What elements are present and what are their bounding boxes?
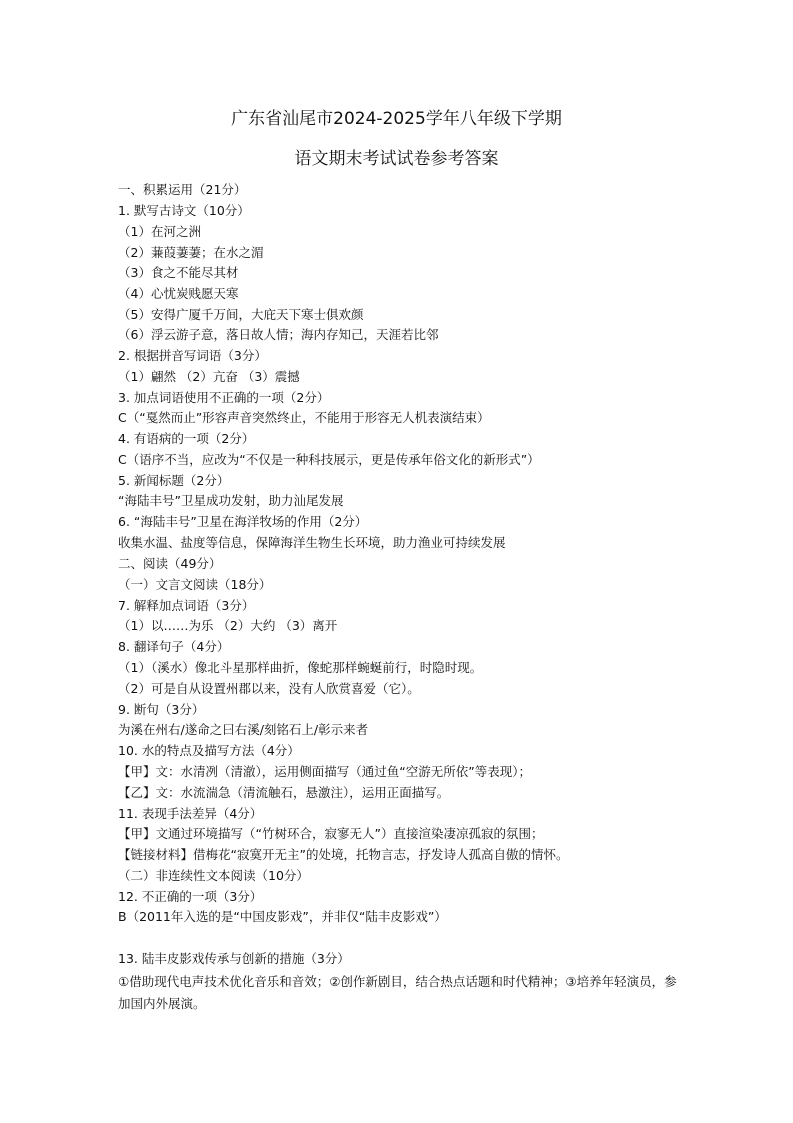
answer-line: （1）以……为乐 （2）大约 （3）离开 [118, 618, 338, 633]
question-heading: 5. 新闻标题（2分） [118, 473, 230, 488]
answer-line: （6）浮云游子意，落日故人情；海内存知己，天涯若比邻 [118, 327, 439, 342]
question-heading: 12. 不正确的一项（3分） [118, 889, 263, 904]
answer-line: B（2011年入选的是“中国皮影戏”，并非仅“陆丰皮影戏”） [118, 909, 447, 924]
answer-line: 为溪在州右/遂命之曰右溪/刻铭石上/彰示来者 [118, 722, 369, 737]
answer-line: 【乙】文：水流湍急（清流触石，悬激注），运用正面描写。 [118, 785, 450, 800]
question-heading: 7. 解释加点词语（3分） [118, 598, 255, 613]
document-title-line-1: 广东省汕尾市2024-2025学年八年级下学期 [231, 109, 562, 129]
answer-line: “海陆丰号”卫星成功发射，助力汕尾发展 [118, 493, 344, 508]
question-heading: 1. 默写古诗文（10分） [118, 203, 250, 218]
answer-line: 【甲】文：水清冽（清澈），运用侧面描写（通过鱼“空游无所依”等表现）； [118, 764, 531, 779]
document-title-line-2: 语文期末考试试卷参考答案 [294, 149, 499, 169]
subsection-heading: （一）文言文阅读（18分） [118, 577, 272, 592]
answer-line: 【甲】文通过环境描写（“竹树环合，寂寥无人”）直接渲染凄凉孤寂的氛围； [118, 826, 544, 841]
question-heading: 3. 加点词语使用不正确的一项（2分） [118, 390, 330, 405]
answer-line: （3）食之不能尽其材 [118, 265, 239, 280]
answer-line: （1）在河之洲 [118, 224, 201, 239]
question-heading: 2. 根据拼音写词语（3分） [118, 348, 267, 363]
answer-line: （1）（溪水）像北斗星那样曲折，像蛇那样蜿蜒前行，时隐时现。 [118, 660, 483, 675]
answer-line: C（“戛然而止”形容声音突然终止，不能用于形容无人机表演结束） [118, 410, 490, 425]
answer-line: 收集水温、盐度等信息，保障海洋生物生长环境，助力渔业可持续发展 [118, 535, 506, 550]
section-heading: 二、阅读（49分） [118, 556, 222, 571]
answer-line: （5）安得广厦千万间，大庇天下寒士俱欢颜 [118, 307, 364, 322]
answer-line: 【链接材料】借梅花“寂寞开无主”的处境，托物言志，抒发诗人孤高自傲的情怀。 [118, 847, 569, 862]
answer-line: （2）可是自从设置州郡以来，没有人欣赏喜爱（它）。 [118, 681, 420, 696]
answer-line: （4）心忧炭贱愿天寒 [118, 286, 239, 301]
question-heading: 8. 翻译句子（4分） [118, 639, 230, 654]
answer-paragraph: ①借助现代电声技术优化音乐和音效；②创作新剧目，结合热点话题和时代精神；③培养年轻演员，参加国内外展演。 [118, 974, 677, 1011]
question-heading: 9. 断句（3分） [118, 702, 205, 717]
section-heading: 一、积累运用（21分） [118, 182, 247, 197]
question-heading: 10. 水的特点及描写方法（4分） [118, 743, 300, 758]
question-heading: 13. 陆丰皮影戏传承与创新的措施（3分） [118, 951, 350, 966]
answer-line: C（语序不当，应改为“不仅是一种科技展示，更是传承年俗文化的新形式”） [118, 452, 540, 467]
question-heading: 4. 有语病的一项（2分） [118, 431, 255, 446]
question-heading: 11. 表现手法差异（4分） [118, 806, 263, 821]
subsection-heading: （二）非连续性文本阅读（10分） [118, 868, 309, 883]
answer-line: （1）翩然 （2）亢奋 （3）震撼 [118, 369, 300, 384]
question-heading: 6. “海陆丰号”卫星在海洋牧场的作用（2分） [118, 514, 368, 529]
answer-line: （2）蒹葭萋萋；在水之湄 [118, 245, 264, 260]
